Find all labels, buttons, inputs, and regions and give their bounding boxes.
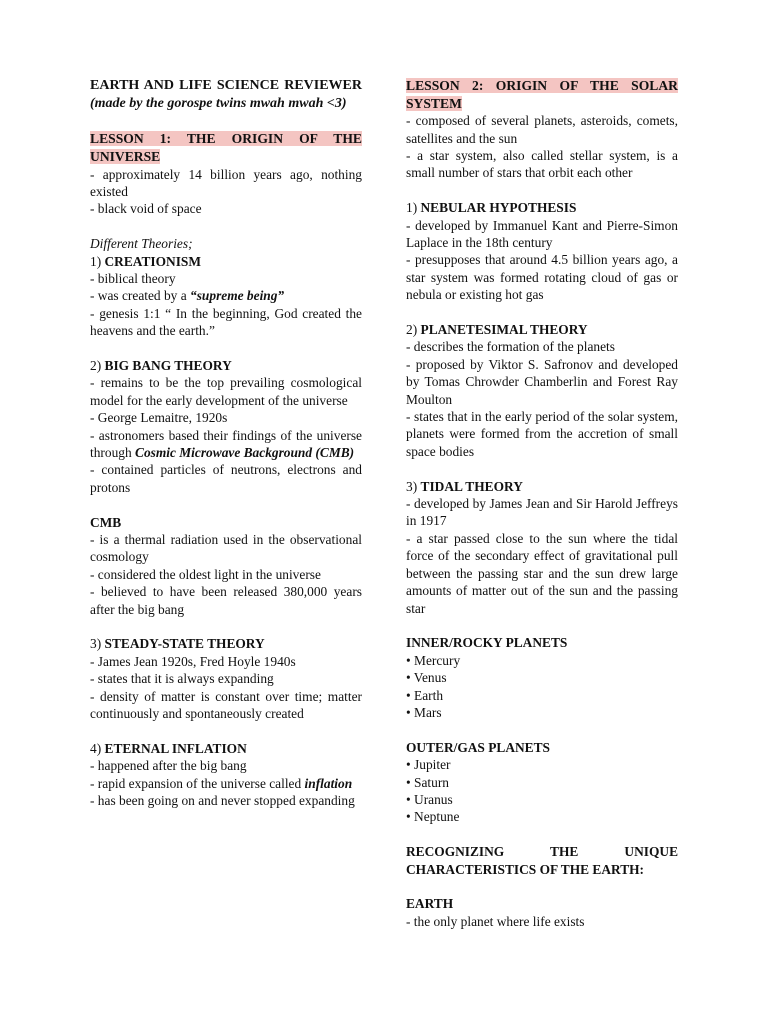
bullet-line: - has been going on and never stopped expanding xyxy=(90,793,355,809)
list-item: • Uranus xyxy=(406,791,453,807)
bullet-line: - happened after the big bang xyxy=(90,758,247,774)
intro-line: - a star system, also called stellar system, is a small number of stars that orbit each other xyxy=(406,148,678,181)
lesson1-heading-block xyxy=(90,130,362,165)
left-column xyxy=(90,77,362,810)
list-item: • Mars xyxy=(406,704,442,720)
list-item: • Neptune xyxy=(406,809,460,825)
bullet-line: - describes the formation of the planets xyxy=(406,339,615,355)
section-heading: 4) ETERNAL INFLATION xyxy=(90,740,247,756)
section-heading: 1) CREATIONISM xyxy=(90,253,201,269)
bullet-line: - states that it is always expanding xyxy=(90,671,274,687)
document-title xyxy=(90,77,362,113)
lesson1-heading: LESSON 1: THE ORIGIN OF THE UNIVERSE xyxy=(90,131,362,164)
list-item: • Earth xyxy=(406,687,444,703)
title-subtitle: (made by the gorospe twins mwah mwah <3) xyxy=(90,96,347,111)
intro-line: - approximately 14 billion years ago, nothing existed xyxy=(90,166,362,199)
bullet-line: - proposed by Viktor S. Safronov and developed by Tomas Chrowder Chamberlin and Forest Ray Moulton xyxy=(406,356,678,407)
section-heading: 1) NEBULAR HYPOTHESIS xyxy=(406,200,577,216)
lesson2-heading-block xyxy=(406,77,678,112)
section-heading: INNER/ROCKY PLANETS xyxy=(406,635,568,651)
bullet-line: - density of matter is constant over time; matter continuously and spontaneously created xyxy=(90,688,362,722)
bullet-line: - remains to be the top prevailing cosmological model for the early development of the universe xyxy=(90,375,362,408)
bullet-line: - believed to have been released 380,000 years after the big bang xyxy=(90,584,362,617)
bullet-line: - James Jean 1920s, Fred Hoyle 1940s xyxy=(90,653,296,669)
section-heading: OUTER/GAS PLANETS xyxy=(406,739,550,755)
section-heading: CMB xyxy=(90,514,122,530)
bullet-line: - is a thermal radiation used in the observational cosmology xyxy=(90,532,362,565)
bullet-line: - considered the oldest light in the universe xyxy=(90,566,321,582)
list-item: • Venus xyxy=(406,670,447,686)
bullet-line: - states that in the early period of the solar system, planets were formed from the accretion of small space bodies xyxy=(406,409,678,459)
theories-label: Different Theories; xyxy=(90,236,193,252)
section-heading: 2) PLANETESIMAL THEORY xyxy=(406,322,588,338)
section-heading: RECOGNIZING THE UNIQUE CHARACTERISTICS OF THE EARTH: xyxy=(406,844,678,877)
bullet-line: - rapid expansion of the universe called inflation xyxy=(90,775,353,791)
section-heading: 3) TIDAL THEORY xyxy=(406,478,523,494)
section-heading: EARTH xyxy=(406,896,454,912)
list-item: • Saturn xyxy=(406,774,449,790)
lesson2-heading: LESSON 2: ORIGIN OF THE SOLAR SYSTEM xyxy=(406,78,678,111)
bullet-line: - the only planet where life exists xyxy=(406,913,585,929)
section-heading: 3) STEADY-STATE THEORY xyxy=(90,636,265,652)
right-column xyxy=(406,77,678,930)
intro-line: - black void of space xyxy=(90,201,202,217)
bullet-line: - astronomers based their findings of the universe through Cosmic Microwave Background (CMB) xyxy=(90,427,362,461)
bullet-line: - a star passed close to the sun where the tidal force of the secondary effect of gravitational pull between the passing star and the sun drew large amounts of matter out of the sun and the passing star xyxy=(406,530,678,616)
section-heading: 2) BIG BANG THEORY xyxy=(90,358,232,374)
title-main: EARTH AND LIFE SCIENCE REVIEWER xyxy=(90,78,362,93)
bullet-line: - developed by Immanuel Kant and Pierre-Simon Laplace in the 18th century xyxy=(406,217,678,251)
list-item: • Mercury xyxy=(406,652,461,668)
bullet-line: - George Lemaitre, 1920s xyxy=(90,410,228,426)
bullet-line: - biblical theory xyxy=(90,271,176,286)
list-item: • Jupiter xyxy=(406,757,451,773)
bullet-line: - was created by a “supreme being” xyxy=(90,288,285,304)
bullet-line: - presupposes that around 4.5 billion years ago, a star system was formed rotating cloud of gas or nebula or existing hot gas xyxy=(406,252,678,303)
intro-line: - composed of several planets, asteroids, comets, satellites and the sun xyxy=(406,113,678,146)
bullet-line: - developed by James Jean and Sir Harold Jeffreys in 1917 xyxy=(406,496,678,529)
bullet-line: - genesis 1:1 “ In the beginning, God created the heavens and the earth.” xyxy=(90,305,362,339)
bullet-line: - contained particles of neutrons, electrons and protons xyxy=(90,462,362,495)
